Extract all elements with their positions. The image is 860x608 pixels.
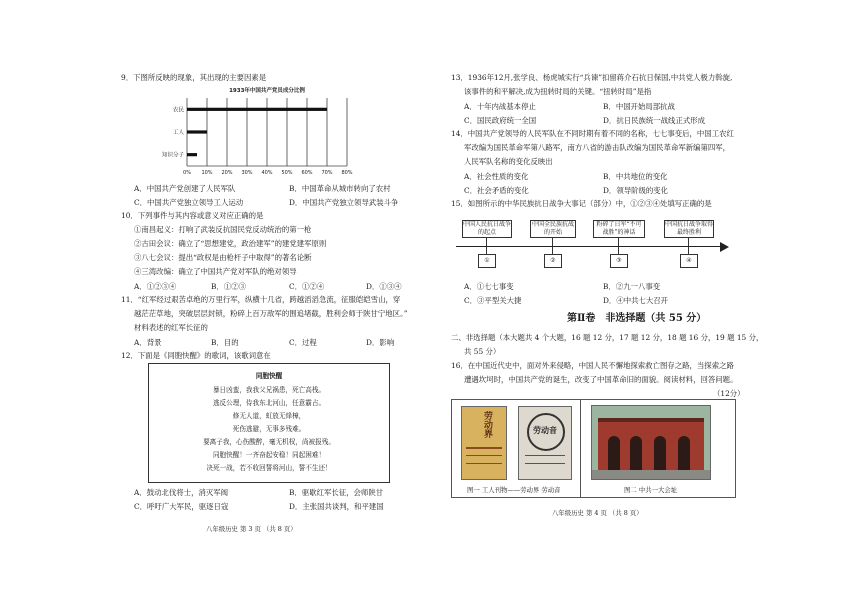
q12-lyrics-line: 暴日凶蛮，我我父兄祸患，死亡高栈。 [212,386,326,394]
building-roof [598,418,704,422]
chart-category-label: 知识分子 [161,152,184,159]
magazine-cover-labor-sound [518,406,572,480]
q12-lyrics-box [148,363,390,483]
q10-option-d: D．①③④ [366,282,402,291]
q10-item-3: ③八七会议：提出“政权是由枪杆子中取得”的著名论断 [134,253,312,262]
q15-timeline [456,214,734,274]
q10-stem: 10．下列事件与其内容或意义对应正确的是 [121,211,264,220]
chart-tick-label: 80% [341,170,353,176]
building-photo [591,405,711,480]
q16-score: （12分） [713,389,745,398]
q12-option-d: D．主张国共谈判，和平建国 [289,502,384,511]
q11-option-b: B．目的 [211,338,239,347]
building-door [608,436,620,470]
cover-title: 劳动音 [533,425,557,435]
q11-line-2: 越茫茫草地，突破层层封锁，粉碎上百万敌军的围追堵截，胜利会师于陕甘宁地区。” [134,309,408,318]
q13-option-a: A．十年内战基本停止 [464,102,536,111]
page-footer-right: 八年级历史 第 4 页 （共 8 页） [552,509,643,517]
timeline-event-3: 粉碎了日军“不可战胜”的神话 [593,220,645,238]
q15-stem: 15．如图所示的中华民族抗日战争大事记（部分）中，①②③④处填写正确的是 [451,199,712,208]
q12-stem: 12．下面是《同胞快醒》的歌词，该歌词意在 [121,351,271,360]
q10-option-a: A．①②③④ [134,282,177,291]
q10-item-4: ④三湾改编：确立了中国共产党对军队的绝对领导 [134,267,297,276]
chart-tick-label: 30% [241,170,253,176]
q11-line-3: 材料表述的红军长征的 [134,323,208,332]
timeline-connector [688,247,689,254]
q12-lyrics-title: 同胞快醒 [255,372,283,380]
timeline-connector [486,247,487,254]
chart-category-label: 工人 [172,130,184,136]
timeline-axis [456,246,722,247]
q9-chart [142,84,372,180]
figure-divider [580,399,581,497]
q15-option-a: A．①七七事变 [464,282,514,291]
timeline-blank-3: ③ [610,254,628,268]
cover-title: 劳动界 [482,411,492,438]
cover-stripe [525,455,565,456]
chart-tick-label: 20% [221,170,233,176]
magazine-cover-labor-world [461,406,507,480]
timeline-event-4: 中国抗日战争取得最终胜利 [664,220,714,238]
chart-bar [187,108,327,111]
q14-option-a: A．社会性质的变化 [464,172,529,181]
cover-stripe [466,455,502,456]
q12-option-b: B．驱歇红军长征，会师陕甘 [289,488,384,497]
q14-line-1: 14．中国共产党领导的人民军队在不同时期有着不同的名称，七七事变后，中国工农红 [451,129,734,138]
chart-title: 1933年中国共产党员成分比例 [229,88,305,94]
section-intro-1: 二、非选择题（本大题共 4 个大题，16 题 12 分，17 题 12 分，18 题 16 分，19 题 15 分， [451,333,764,342]
q14-option-d: D．领导阶级的变化 [603,186,669,195]
building-door [678,436,690,470]
q15-option-c: C．③平型关大捷 [464,296,522,305]
chart-tick-label: 50% [281,170,293,176]
chart-bar [187,130,207,133]
chart-tick-label: 40% [261,170,273,176]
q12-option-c: C．呼吁广大军民，驱逐日寇 [134,502,229,511]
q10-option-b: B．①②③ [211,282,246,291]
cover-stripe [466,447,502,449]
q9-option-b: B．中国革命从城市转向了农村 [289,184,391,193]
q16-line-1: 16．在中国近代史中，面对外来侵略，中国人民不懈地探索救亡图存之路，当探索之路 [451,361,734,370]
timeline-connector [552,237,553,246]
q12-lyrics-line: 要离子我，心伤酸醉，毫无机权，尚被报残。 [203,438,335,446]
q9-stem: 9．下图所反映的现象，其出现的主要因素是 [121,73,267,82]
q12-lyrics-line: 决死一战，若不收回誓将河山，誓不生还！ [206,464,332,472]
q10-option-c: C．①②④ [289,282,325,291]
q12-lyrics-line: 修无人道，虹放无烽樟， [232,412,306,420]
building-door [654,436,666,470]
q12-lyrics-line: 逃反公理，侍我东北河山，任意霸占。 [212,399,326,407]
q14-line-3: 人民军队名称的变化反映出 [464,157,553,166]
q12-lyrics-line: 同胞快醒！一齐奋起安稳！同起困难！ [212,451,326,459]
q15-option-d: D．④中共七大召开 [603,296,669,305]
sidewalk [592,470,710,479]
q9-option-a: A．中国共产党创建了人民军队 [134,184,236,193]
timeline-blank-4: ④ [680,254,698,268]
timeline-connector [552,247,553,254]
chart-bar [187,153,197,156]
q14-line-2: 军改编为国民革命军第八路军，南方八省的游击队改编为国民革命军新编第四军， [464,143,731,152]
q14-option-c: C．社会矛盾的变化 [464,186,529,195]
figure-2-caption: 图二 中共一大会址 [624,486,678,494]
section-intro-2: 共 55 分） [464,347,501,356]
q13-option-d: D．抗日民族统一战线正式形成 [603,116,706,125]
cover-stripe [466,463,502,464]
q15-option-b: B．②九一八事变 [603,282,661,291]
q9-option-d: D．中国共产党独立领导武装斗争 [289,198,399,207]
timeline-connector [618,237,619,246]
q11-option-c: C．过程 [289,338,317,347]
q10-item-1: ①南昌起义：打响了武装反抗国民党反动统治的第一枪 [134,225,312,234]
timeline-arrow-icon [720,242,729,252]
q13-option-c: C．国民政府统一全国 [464,116,537,125]
q16-line-2: 遭遇坎坷时，中国共产党的诞生，改变了中国革命旧的面貌。阅读材料，回答问题。 [464,375,738,384]
chart-tick-label: 70% [321,170,333,176]
timeline-event-2: 中国全民族抗战的开始 [530,220,576,238]
timeline-connector [618,247,619,254]
page-footer-left: 八年级历史 第 3 页 （共 8 页） [206,525,297,533]
chart-tick-label: 0% [183,170,191,176]
q10-item-2: ②古田会议：确立了“思想建党，政治建军”的建党建军原则 [134,239,327,248]
q13-line-1: 13．1936年12月,张学良、杨虎城实行“兵谏”扣留蒋介石抗日保国,中共党人极力斡旋, [451,73,733,82]
section-title: 第Ⅱ卷 非选择题（共 55 分） [567,313,707,324]
timeline-event-1: 中国人民抗日战争的起点 [462,220,512,238]
building-door [630,436,642,470]
q14-option-b: B．中共地位的变化 [603,172,668,181]
chart-tick-label: 60% [301,170,313,176]
q11-option-a: A．背景 [134,338,162,347]
q13-line-2: 该事件的和平解决,成为扭转时局的关键。“扭转时局”是指 [464,87,652,96]
q13-option-b: B．中国开始局部抗战 [603,102,675,111]
timeline-connector [486,237,487,246]
timeline-connector [688,237,689,246]
q11-option-d: D．影响 [366,338,395,347]
cover-stripe [525,463,565,464]
figure-1-caption: 图一 工人刊物——劳动界 劳动音 [467,486,561,494]
timeline-blank-2: ② [544,254,562,268]
q9-option-c: C．中国共产党独立领导工人运动 [134,198,244,207]
q12-lyrics-line: 死伤逃避，无事多残难。 [232,425,306,433]
chart-category-label: 农民 [172,107,184,114]
timeline-blank-1: ① [478,254,496,268]
chart-tick-label: 10% [201,170,213,176]
q12-option-a: A．鼓动北伐将士，消灭军阀 [134,488,229,497]
q11-line-1: 11．“红军经过艰苦卓绝的万里行军，纵横十几省，跨越滔滔急流，征服皑皑雪山，穿 [121,295,401,304]
